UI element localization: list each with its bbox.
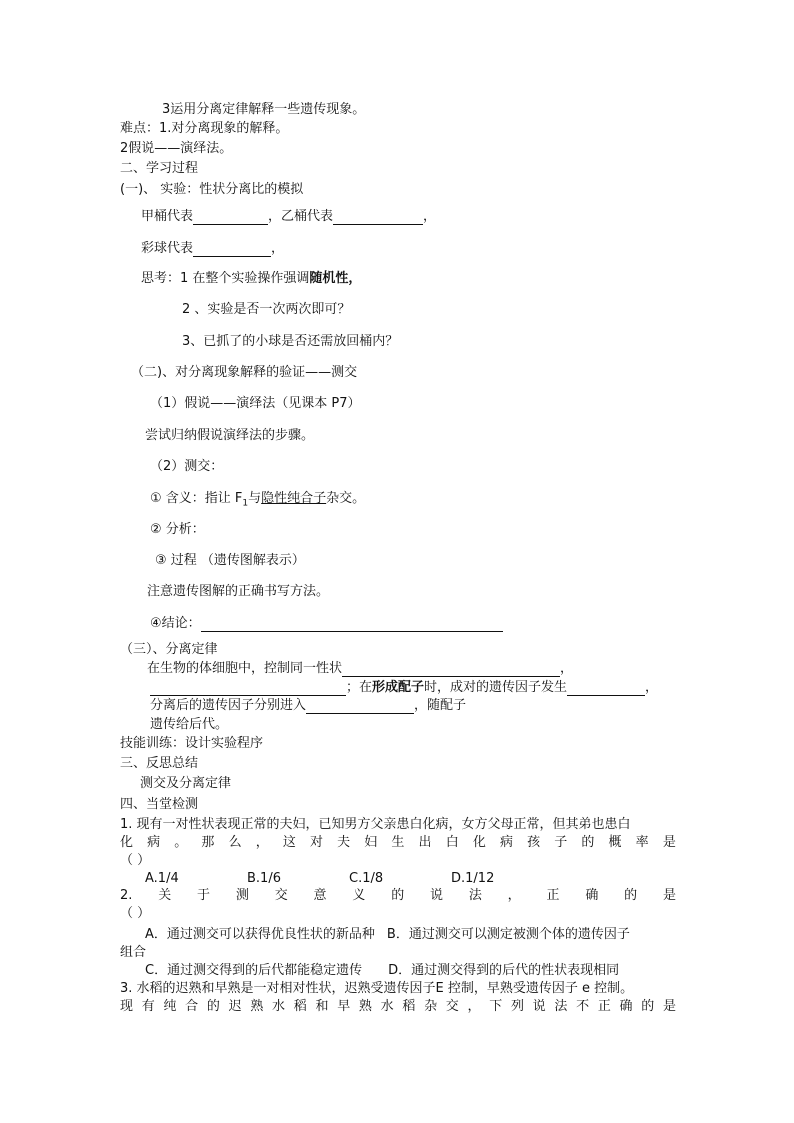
law-3-text: 分离后的遗传因子分别进入 xyxy=(150,698,307,713)
conclusion-line xyxy=(150,615,503,632)
meaning-mid: 与 xyxy=(248,491,262,506)
q1-line-2-char: 病 xyxy=(147,835,161,850)
think-1-prefix: 思考：1 在整个实验操作强调 xyxy=(141,271,310,286)
law-1-blank[interactable] xyxy=(342,663,560,677)
q1-line-2-char: 的 xyxy=(581,835,595,850)
bucket-comma: ， xyxy=(423,209,437,224)
meaning-subscript: 1 xyxy=(242,498,249,509)
difficulty-2: 2假说——演绎法。 xyxy=(120,141,233,156)
q1-line-2-char: 出 xyxy=(418,835,432,850)
q3-line-2-char: 有 xyxy=(141,999,155,1014)
q3-line-2-char: 熟 xyxy=(358,999,372,1014)
meaning-line xyxy=(150,490,365,513)
q3-line-2-char: 迟 xyxy=(228,999,242,1014)
difficulty-line-1 xyxy=(120,120,288,137)
q2-line-1-char: 确 xyxy=(585,888,599,903)
q3-line-2-char: 交 xyxy=(445,999,459,1014)
q1-line-2-char: 概 xyxy=(608,835,622,850)
q3-line-2-char: 确 xyxy=(619,999,633,1014)
law-line-3 xyxy=(150,697,466,714)
q1-line-2-char: 化 xyxy=(120,835,134,850)
think-2: 2 、实验是否一次两次即可？ xyxy=(182,302,351,317)
q1-line-2-char: 生 xyxy=(391,835,405,850)
q1-option-d[interactable]: D.1/12 xyxy=(451,871,495,886)
q1-line-2-char: 孩 xyxy=(527,835,541,850)
q2-option-c[interactable]: C．通过测交得到的后代都能稳定遗传 xyxy=(145,963,363,978)
bucket-b-label: ，乙桶代表 xyxy=(268,209,334,224)
q2-line-1-char: 的 xyxy=(624,888,638,903)
ball-line xyxy=(141,240,284,257)
q2-line-1-char: 于 xyxy=(197,888,211,903)
q2-line-1-char: 交 xyxy=(274,888,288,903)
q3-line-2-char: 说 xyxy=(532,999,546,1014)
q2-line-1-char: 的 xyxy=(391,888,405,903)
q3-line-2 xyxy=(120,998,676,1015)
q2-line-1 xyxy=(120,887,676,904)
q2-line-1-char: 是 xyxy=(662,888,676,903)
q1-options xyxy=(145,870,494,887)
q1-option-c[interactable]: C.1/8 xyxy=(349,871,384,886)
law-3-blank[interactable] xyxy=(306,700,414,714)
analysis: ② 分析： xyxy=(150,522,205,537)
q3-line-2-char: 早 xyxy=(337,999,351,1014)
q1-line-2-char: 病 xyxy=(499,835,513,850)
part-1-title: (一)、 实验：性状分离比的模拟 xyxy=(120,182,304,197)
q1-line-2-char: 子 xyxy=(554,835,568,850)
think-3: 3、已抓了的小球是否还需放回桶内？ xyxy=(182,334,399,349)
q1-line-2 xyxy=(120,834,676,851)
q2-options-ab xyxy=(145,926,630,943)
skill-training: 技能训练：设计实验程序 xyxy=(120,736,264,751)
q3-line-2-char: 的 xyxy=(641,999,655,1014)
q3-line-2-char: 正 xyxy=(597,999,611,1014)
conclusion-label: ④结论： xyxy=(150,616,201,631)
think-1-bold: 随机性， xyxy=(309,271,362,286)
q1-line-2-char: 这 xyxy=(282,835,296,850)
q2-line-1-char: 义 xyxy=(352,888,366,903)
q3-line-2-char: 法 xyxy=(554,999,568,1014)
q3-line-2-char: 稻 xyxy=(293,999,307,1014)
law-line-1 xyxy=(147,660,573,677)
testcross-heading: （2）测交： xyxy=(150,459,224,474)
difficulty-1: 1.对分离现象的解释。 xyxy=(159,121,289,136)
q1-line-2-char: 。 xyxy=(174,835,188,850)
goal-item-3: 3运用分离定律解释一些遗传现象。 xyxy=(162,102,366,117)
section-4-title: 四、当堂检测 xyxy=(120,797,199,812)
q3-line-1: 3. 水稻的迟熟和早熟是一对相对性状，迟熟受遗传因子E 控制，早熟受遗传因子 e 控制。 xyxy=(120,981,634,996)
q3-line-2-char: 合 xyxy=(185,999,199,1014)
meaning-prefix: ① 含义：指让 F xyxy=(150,491,243,506)
conclusion-blank[interactable] xyxy=(201,618,503,632)
q2-line-1-char: 2. xyxy=(120,888,133,903)
q2-option-b[interactable]: B．通过测交可以测定被测个体的遗传因子 xyxy=(386,927,630,942)
q1-line-2-char: 那 xyxy=(201,835,215,850)
q2-option-d[interactable]: D．通过测交得到的后代的性状表现相同 xyxy=(388,963,620,978)
q2-options-cd xyxy=(145,962,619,979)
process: ③ 过程 （遗传图解表示） xyxy=(155,553,305,568)
difficulty-label: 难点： xyxy=(120,121,160,136)
q3-line-2-char: 和 xyxy=(315,999,329,1014)
ball-comma: ， xyxy=(271,241,285,256)
bucket-a-label: 甲桶代表 xyxy=(141,209,194,224)
q2-option-b-cont: 组合 xyxy=(120,945,147,960)
q1-line-2-char: 么 xyxy=(228,835,242,850)
q2-line-1-char: 法 xyxy=(468,888,482,903)
q3-line-2-char: 不 xyxy=(576,999,590,1014)
think-1 xyxy=(141,270,361,287)
bucket-b-blank[interactable] xyxy=(333,211,423,225)
q1-line-2-char: 对 xyxy=(309,835,323,850)
hypothesis-deduction: （1）假说——演绎法（见课本 P7） xyxy=(150,396,361,411)
q3-line-2-char: 熟 xyxy=(250,999,264,1014)
q3-line-2-char: 杂 xyxy=(424,999,438,1014)
q2-line-1-char: 测 xyxy=(235,888,249,903)
hypothesis-try: 尝试归纳假说演绎法的步骤。 xyxy=(145,428,315,443)
law-2-bold: 形成配子 xyxy=(372,680,425,695)
q1-line-1: 1. 现有一对性状表现正常的夫妇，已知男方父亲患白化病，女方父母正常，但其弟也患白 xyxy=(120,817,631,832)
q3-line-2-char: 水 xyxy=(272,999,286,1014)
law-2-blank-a[interactable] xyxy=(150,682,346,696)
q1-line-2-char: 妇 xyxy=(364,835,378,850)
law-3-end: ，随配子 xyxy=(414,698,467,713)
q3-line-2-char: 稻 xyxy=(402,999,416,1014)
law-1-end: ， xyxy=(560,661,574,676)
q3-line-2-char: 纯 xyxy=(163,999,177,1014)
q3-line-2-char: 的 xyxy=(206,999,220,1014)
note: 注意遗传图解的正确书写方法。 xyxy=(147,584,330,599)
law-2-after: 时，成对的遗传因子发生 xyxy=(424,680,568,695)
q1-paren: （ ） xyxy=(120,853,151,868)
q2-option-a[interactable]: A．通过测交可以获得优良性状的新品种 xyxy=(145,927,375,942)
q2-line-1-char: 意 xyxy=(313,888,327,903)
q1-line-2-char: 白 xyxy=(445,835,459,850)
q2-line-1-char: 正 xyxy=(546,888,560,903)
law-2-end: ， xyxy=(645,680,659,695)
ball-blank[interactable] xyxy=(193,243,271,257)
law-1-text: 在生物的体细胞中，控制同一性状 xyxy=(147,661,343,676)
part-3-title: （三）、分离定律 xyxy=(120,642,218,657)
q2-paren: （ ） xyxy=(120,906,151,921)
section-2-title: 二、学习过程 xyxy=(120,161,199,176)
q1-line-2-char: 化 xyxy=(472,835,486,850)
q3-line-2-char: 列 xyxy=(510,999,524,1014)
meaning-end: 杂交。 xyxy=(326,491,366,506)
q2-line-1-char: ， xyxy=(507,888,521,903)
q3-line-2-char: 现 xyxy=(120,999,134,1014)
bucket-a-blank[interactable] xyxy=(193,211,268,225)
law-line-2 xyxy=(150,679,658,696)
q1-line-2-char: ， xyxy=(255,835,269,850)
summary-text: 测交及分离定律 xyxy=(140,776,232,791)
q1-option-b[interactable]: B.1/6 xyxy=(247,871,281,886)
meaning-underlined: 隐性纯合子 xyxy=(261,491,327,506)
q3-line-2-char: 下 xyxy=(489,999,503,1014)
law-2-blank-b[interactable] xyxy=(567,682,645,696)
q2-line-1-char: 说 xyxy=(430,888,444,903)
q3-line-2-char: 水 xyxy=(380,999,394,1014)
q1-line-2-char: 率 xyxy=(635,835,649,850)
q1-line-2-char: 夫 xyxy=(337,835,351,850)
section-3-title: 三、反思总结 xyxy=(120,756,199,771)
ball-label: 彩球代表 xyxy=(141,241,194,256)
q1-line-2-char: 是 xyxy=(662,835,676,850)
law-line-4: 遗传给后代。 xyxy=(150,717,229,732)
q3-line-2-char: 是 xyxy=(662,999,676,1014)
q3-line-2-char: ， xyxy=(467,999,481,1014)
law-2-mid: ；在 xyxy=(346,680,373,695)
q2-line-1-char: 关 xyxy=(158,888,172,903)
part-2-title: （二)、对分离现象解释的验证——测交 xyxy=(131,365,358,380)
bucket-line xyxy=(141,208,436,225)
q1-option-a[interactable]: A.1/4 xyxy=(145,871,179,886)
